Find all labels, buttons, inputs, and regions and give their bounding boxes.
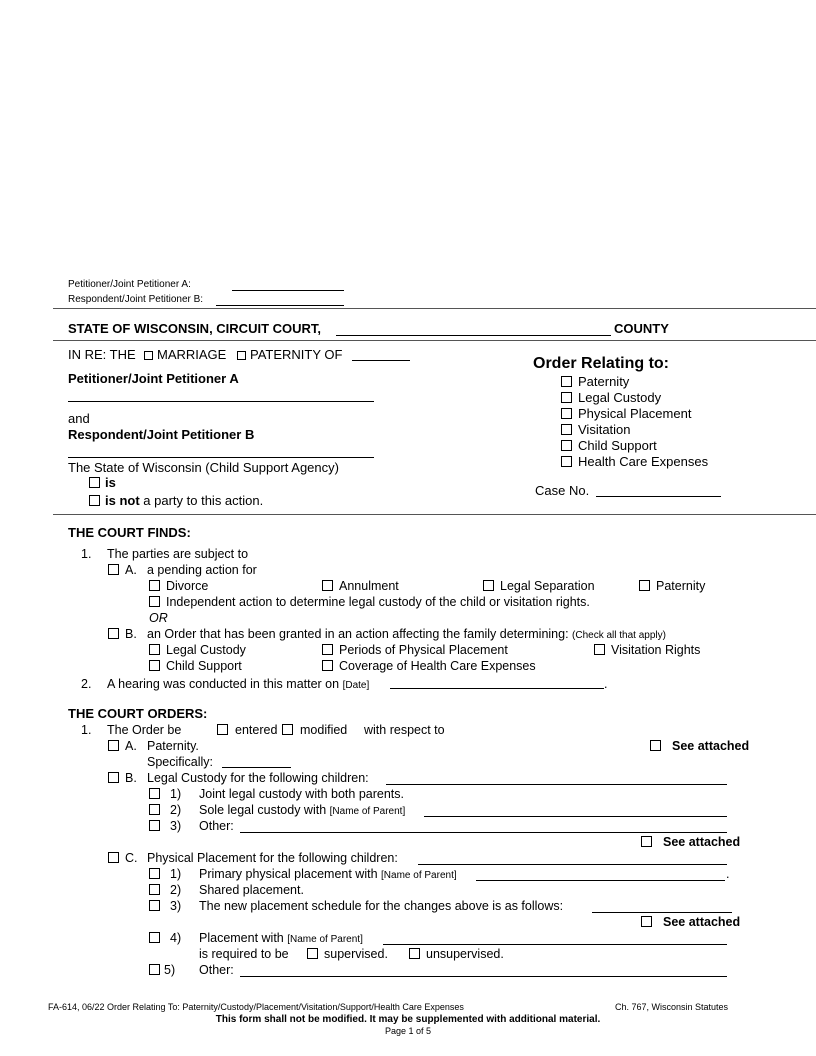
independent-action-checkbox[interactable]: [149, 596, 160, 607]
primary-placement-parent-field[interactable]: [476, 880, 725, 881]
other-label: Other:: [199, 819, 234, 833]
granted-order-checkbox[interactable]: [108, 628, 119, 639]
modified-label: modified: [300, 723, 348, 737]
supervised-checkbox[interactable]: [307, 948, 318, 959]
pending-action-text: a pending action for: [147, 563, 257, 577]
petitioner-caption-label: Petitioner/Joint Petitioner A:: [68, 279, 191, 290]
sole-custody-parent-field[interactable]: [424, 816, 727, 817]
agency-is-not-checkbox[interactable]: [89, 495, 100, 506]
health-coverage-label: Coverage of Health Care Expenses: [339, 659, 536, 673]
legal-separation-checkbox[interactable]: [483, 580, 494, 591]
orders-number: 1.: [81, 723, 92, 737]
petitioner-caption-field[interactable]: [232, 290, 344, 291]
granted-order-text: an Order that has been granted in an action affecting the family determining: (Check all that apply): [147, 627, 666, 641]
visitation-rights-label: Visitation Rights: [611, 643, 701, 657]
specifically-field[interactable]: [222, 767, 291, 768]
physical-placement-order-text: Physical Placement for the following children:: [147, 851, 398, 865]
divider: [53, 308, 816, 309]
case-no-label: Case No.: [535, 483, 590, 498]
child-support-finding-label: Child Support: [166, 659, 242, 673]
state-agency-label: The State of Wisconsin (Child Support Agency): [68, 460, 339, 475]
shared-placement-checkbox[interactable]: [149, 884, 160, 895]
periods-placement-checkbox[interactable]: [322, 644, 333, 655]
paternity-order-text: Paternity.: [147, 739, 199, 753]
sub-number: 2): [170, 883, 182, 897]
divorce-label: Divorce: [166, 579, 209, 593]
placement-with-parent-field[interactable]: [383, 944, 727, 945]
agency-is-checkbox[interactable]: [89, 477, 100, 488]
physical-placement-checkbox[interactable]: [561, 408, 572, 419]
marriage-checkbox[interactable]: [144, 351, 153, 360]
sole-custody-checkbox[interactable]: [149, 804, 160, 815]
respondent-b-field[interactable]: [68, 457, 374, 458]
sole-custody-text: Sole legal custody with [Name of Parent]: [199, 803, 406, 817]
sub-number: 4): [170, 931, 182, 945]
findings-heading: THE COURT FINDS:: [68, 525, 191, 540]
joint-custody-text: Joint legal custody with both parents.: [199, 787, 404, 801]
annulment-checkbox[interactable]: [322, 580, 333, 591]
agency-is-not-label: is not a party to this action.: [105, 493, 264, 508]
unsupervised-checkbox[interactable]: [409, 948, 420, 959]
order-item-label: Physical Placement: [578, 406, 692, 421]
health-coverage-checkbox[interactable]: [322, 660, 333, 671]
placement-other-checkbox[interactable]: [149, 964, 160, 975]
shared-placement-text: Shared placement.: [199, 883, 304, 897]
option-label: A.: [125, 563, 137, 577]
statute-reference: Ch. 767, Wisconsin Statutes: [615, 1002, 729, 1012]
findings-number: 2.: [81, 677, 92, 691]
primary-placement-checkbox[interactable]: [149, 868, 160, 879]
legal-custody-finding-checkbox[interactable]: [149, 644, 160, 655]
paternity-checkbox[interactable]: [561, 376, 572, 387]
health-care-expenses-checkbox[interactable]: [561, 456, 572, 467]
entered-label: entered: [235, 723, 278, 737]
marriage-label: MARRIAGE: [157, 347, 227, 362]
or-label: OR: [149, 611, 168, 625]
paternity-of-field[interactable]: [352, 360, 410, 361]
order-item-label: Child Support: [578, 438, 657, 453]
divider: [53, 514, 816, 515]
option-label: B.: [125, 627, 137, 641]
joint-custody-checkbox[interactable]: [149, 788, 160, 799]
visitation-checkbox[interactable]: [561, 424, 572, 435]
see-attached-checkbox[interactable]: [650, 740, 661, 751]
entered-checkbox[interactable]: [217, 724, 228, 735]
state-court-label: STATE OF WISCONSIN, CIRCUIT COURT,: [68, 321, 322, 336]
hearing-text: A hearing was conducted in this matter on [Date]: [107, 677, 370, 691]
with-respect-text: with respect to: [364, 723, 445, 737]
pending-action-checkbox[interactable]: [108, 564, 119, 575]
placement-children-field[interactable]: [418, 864, 727, 865]
legal-custody-order-text: Legal Custody for the following children:: [147, 771, 369, 785]
period: .: [726, 867, 730, 881]
see-attached-label: See attached: [663, 915, 741, 929]
custody-children-field[interactable]: [386, 784, 727, 785]
order-item-label: Paternity: [578, 374, 630, 389]
in-re-label: IN RE: THE: [68, 347, 136, 362]
option-label: A.: [125, 739, 137, 753]
order-item-label: Visitation: [578, 422, 631, 437]
custody-other-field[interactable]: [240, 832, 727, 833]
sub-number: 5): [164, 963, 176, 977]
visitation-rights-checkbox[interactable]: [594, 644, 605, 655]
other-label: Other:: [199, 963, 234, 977]
findings-item1-text: The parties are subject to: [107, 547, 249, 561]
order-relating-title: Order Relating to:: [533, 355, 670, 372]
divider: [53, 340, 816, 341]
footer-notice: This form shall not be modified. It may be supplemented with additional material.: [215, 1014, 601, 1025]
sub-number: 3): [170, 819, 182, 833]
and-label: and: [68, 411, 90, 426]
primary-placement-text: Primary physical placement with [Name of Parent]: [199, 867, 457, 881]
legal-custody-checkbox[interactable]: [561, 392, 572, 403]
divorce-checkbox[interactable]: [149, 580, 160, 591]
order-item-label: Legal Custody: [578, 390, 662, 405]
paternity-of-label: PATERNITY OF: [250, 347, 343, 362]
paternity-order-checkbox[interactable]: [108, 740, 119, 751]
custody-other-checkbox[interactable]: [149, 820, 160, 831]
sub-number: 2): [170, 803, 182, 817]
paternity-of-checkbox[interactable]: [237, 351, 246, 360]
see-attached-label: See attached: [672, 739, 750, 753]
petitioner-a-heading: Petitioner/Joint Petitioner A: [68, 371, 239, 386]
form-id: FA-614, 06/22 Order Relating To: Paternity/Custody/Placement/Visitation/Support/Health Care Expenses: [48, 1002, 464, 1012]
order-be-text: The Order be: [107, 723, 182, 737]
sub-number: 1): [170, 787, 182, 801]
respondent-caption-field[interactable]: [216, 305, 344, 306]
sub-number: 1): [170, 867, 182, 881]
placement-with-checkbox[interactable]: [149, 932, 160, 943]
county-field[interactable]: [336, 335, 611, 336]
see-attached-checkbox[interactable]: [641, 916, 652, 927]
order-item-label: Health Care Expenses: [578, 454, 709, 469]
see-attached-label: See attached: [663, 835, 741, 849]
new-schedule-text: The new placement schedule for the changes above is as follows:: [199, 899, 564, 913]
respondent-caption-label: Respondent/Joint Petitioner B:: [68, 294, 204, 305]
physical-placement-order-checkbox[interactable]: [108, 852, 119, 863]
see-attached-checkbox[interactable]: [641, 836, 652, 847]
paternity-finding-label: Paternity: [656, 579, 706, 593]
independent-action-label: Independent action to determine legal custody of the child or visitation rights.: [166, 595, 590, 609]
sub-number: 3): [170, 899, 182, 913]
orders-heading: THE COURT ORDERS:: [68, 706, 208, 721]
periods-placement-label: Periods of Physical Placement: [339, 643, 508, 657]
case-no-field[interactable]: [596, 496, 721, 497]
agency-is-label: is: [105, 475, 116, 490]
legal-custody-order-checkbox[interactable]: [108, 772, 119, 783]
placement-other-field[interactable]: [240, 976, 727, 977]
findings-number: 1.: [81, 547, 92, 561]
legal-custody-finding-label: Legal Custody: [166, 643, 246, 657]
legal-separation-label: Legal Separation: [500, 579, 595, 593]
option-label: C.: [125, 851, 138, 865]
hearing-date-field[interactable]: [390, 688, 604, 689]
supervised-label: supervised.: [324, 947, 388, 961]
child-support-finding-checkbox[interactable]: [149, 660, 160, 671]
paternity-finding-checkbox[interactable]: [639, 580, 650, 591]
new-schedule-field[interactable]: [592, 912, 732, 913]
period: .: [604, 677, 608, 691]
page-number: Page 1 of 5: [384, 1026, 432, 1036]
new-schedule-checkbox[interactable]: [149, 900, 160, 911]
specifically-label: Specifically:: [147, 755, 213, 769]
required-text: is required to be: [199, 947, 289, 961]
respondent-b-heading: Respondent/Joint Petitioner B: [68, 427, 255, 442]
petitioner-a-field[interactable]: [68, 401, 374, 402]
unsupervised-label: unsupervised.: [426, 947, 504, 961]
placement-with-text: Placement with [Name of Parent]: [199, 931, 363, 945]
option-label: B.: [125, 771, 137, 785]
modified-checkbox[interactable]: [282, 724, 293, 735]
county-label: COUNTY: [614, 321, 669, 336]
annulment-label: Annulment: [339, 579, 399, 593]
child-support-checkbox[interactable]: [561, 440, 572, 451]
